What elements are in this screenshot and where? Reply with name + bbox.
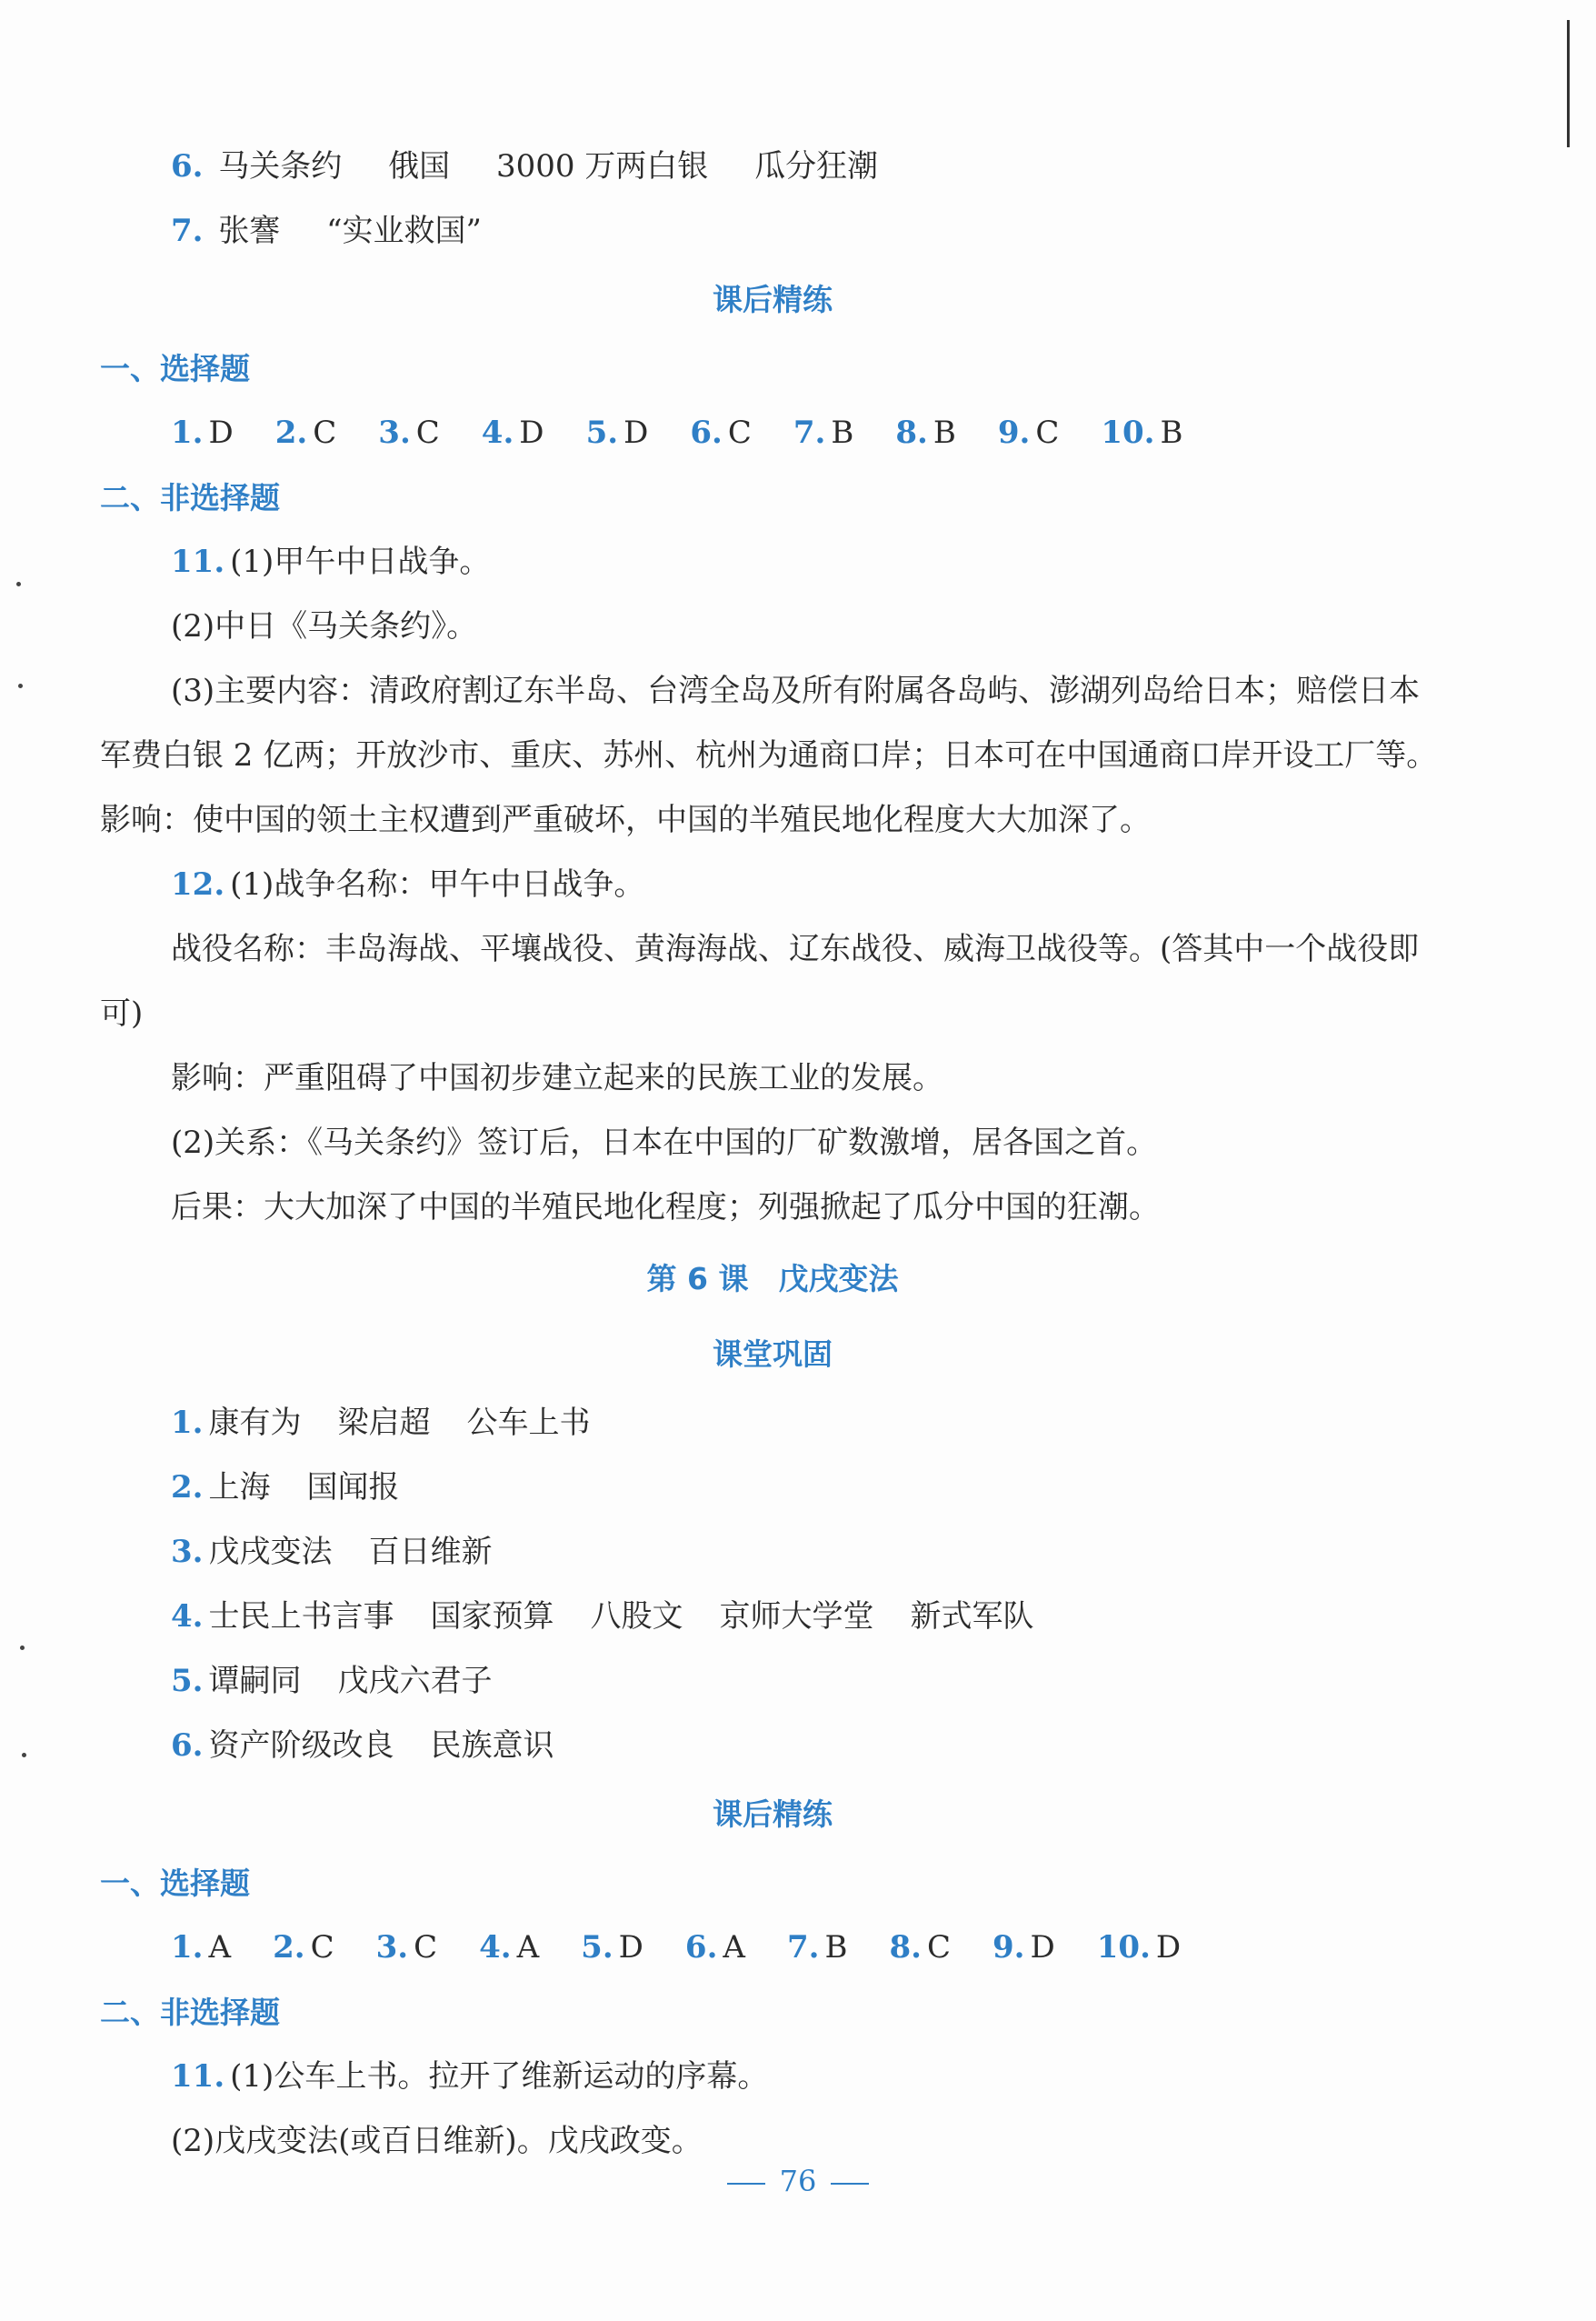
item-number: 3. — [375, 1929, 409, 1966]
section-title: 课后精练 — [713, 1796, 833, 1832]
answer-text: 戊戌变法 — [208, 1534, 333, 1570]
answer-text: 马关条约 — [218, 148, 343, 185]
item-number: 3. — [171, 1534, 204, 1570]
answer-letter: C — [926, 1929, 951, 1966]
item-number: 2. — [273, 1929, 305, 1966]
answer-text: 资产阶级改良 — [208, 1727, 394, 1764]
item-number: 7. — [171, 213, 204, 249]
answer-text: 俄国 — [388, 148, 451, 185]
list-item — [100, 135, 1445, 199]
page-number: 76 — [779, 2164, 817, 2198]
answer-text: 八股文 — [590, 1598, 683, 1635]
answer-paragraph: (3)主要内容：清政府割辽东半岛、台湾全岛及所有附属各岛屿、澎湖列岛给日本；赔偿日本军费白银 2 亿两；开放沙市、重庆、苏州、杭州为通商口岸；日本可在中国通商口岸开设工厂等。影响：使中国的领土主权遭到严重破坏，中国的半殖民地化程度大大加深了。 — [100, 673, 1438, 838]
answer-line: 后果：大大加深了中国的半殖民地化程度；列强掀起了瓜分中国的狂潮。 — [171, 1189, 1160, 1226]
item-number: 2. — [171, 1469, 204, 1506]
item-number: 10. — [1096, 1929, 1151, 1966]
answer-letter: C — [310, 1929, 334, 1966]
lesson-title: 第 6 课 戊戌变法 — [646, 1261, 899, 1296]
answer-letter: C — [727, 415, 752, 451]
item-number: 5. — [171, 1663, 204, 1699]
answer-text: 百日维新 — [368, 1534, 493, 1570]
choice-answer — [787, 1916, 848, 1980]
list-item — [100, 1391, 1445, 1456]
answer-letter: B — [831, 415, 854, 451]
answer-letter: A — [723, 1929, 745, 1966]
answer-letter: B — [824, 1929, 848, 1966]
answer-text: 国家预算 — [430, 1598, 554, 1635]
answer-text: 京师大学堂 — [719, 1598, 874, 1635]
answer-letter: D — [618, 1929, 643, 1966]
answer-line: (2)戊戌变法(或百日维新)。戊戌政变。 — [171, 2123, 703, 2159]
review-list — [100, 1391, 1445, 1778]
answer-text: 谭嗣同 — [208, 1663, 302, 1699]
item-number: 7. — [786, 1929, 820, 1966]
answer-letter: C — [414, 1929, 438, 1966]
item-number: 6. — [690, 415, 723, 451]
item-number: 5. — [581, 1929, 613, 1966]
answer-letter: C — [415, 415, 440, 451]
answer-text: 康有为 — [208, 1405, 302, 1441]
list-item — [100, 1585, 1445, 1649]
question-11 — [100, 2045, 1445, 2109]
page-footer — [0, 2164, 1596, 2198]
item-number: 11. — [171, 544, 225, 580]
choice-answer — [993, 1916, 1055, 1980]
footer-dash — [727, 2183, 765, 2185]
scan-dot — [22, 1753, 26, 1757]
answer-letter: D — [519, 415, 544, 451]
answer-text: (1)甲午中日战争。 — [230, 544, 491, 580]
answer-letter: C — [313, 415, 337, 451]
answer-text: 3000 万两白银 — [495, 148, 709, 185]
answer-text: 张謇 — [218, 213, 281, 249]
answer-line: (2)关系：《马关条约》签订后，日本在中国的厂矿数激增，居各国之首。 — [171, 1125, 1158, 1161]
list-item — [100, 1649, 1445, 1714]
answer-text: 新式军队 — [910, 1598, 1034, 1635]
answer-text: (1)公车上书。拉开了维新运动的序幕。 — [230, 2058, 769, 2095]
choice-answer — [1097, 1916, 1181, 1980]
item-number: 4. — [479, 1929, 512, 1966]
item-number: 9. — [993, 1929, 1025, 1966]
question-11 — [100, 530, 1445, 595]
choice-answer — [171, 1916, 231, 1980]
question-12 — [100, 853, 1445, 917]
item-number: 1. — [171, 1929, 204, 1966]
choice-heading: 一、选择题 — [100, 1866, 250, 1901]
item-number: 12. — [171, 866, 225, 903]
nonchoice-heading: 二、非选择题 — [100, 1995, 280, 2030]
choice-answer — [482, 401, 544, 465]
choice-answer — [581, 1916, 643, 1980]
answer-text: “实业救国” — [326, 213, 482, 249]
item-number: 1. — [171, 1405, 204, 1441]
choice-answer — [479, 1916, 539, 1980]
answer-page — [100, 135, 1445, 2174]
answer-letter: B — [933, 415, 956, 451]
answer-paragraph: 战役名称：丰岛海战、平壤战役、黄海海战、辽东战役、威海卫战役等。(答其中一个战役即可) — [100, 931, 1420, 1032]
choice-answer — [889, 1916, 951, 1980]
choice-answer — [793, 401, 854, 465]
page-edge-line — [1567, 20, 1570, 147]
answer-letter: C — [1035, 415, 1060, 451]
list-item — [100, 1520, 1445, 1585]
answer-text: 瓜分狂潮 — [754, 148, 879, 185]
choice-answer — [690, 401, 752, 465]
answer-letter: D — [1030, 1929, 1055, 1966]
answer-text: 梁启超 — [337, 1405, 431, 1441]
answer-letter: B — [1160, 415, 1183, 451]
list-item — [100, 199, 1445, 264]
choice-answer — [1101, 401, 1182, 465]
item-number: 11. — [171, 2058, 225, 2095]
choice-answers — [100, 1916, 1445, 1980]
answer-text: 国闻报 — [306, 1469, 400, 1506]
answer-text: 士民上书言事 — [208, 1598, 394, 1635]
answer-letter: A — [516, 1929, 540, 1966]
choice-answer — [586, 401, 649, 465]
item-number: 3. — [378, 415, 411, 451]
item-number: 10. — [1101, 415, 1155, 451]
item-number: 8. — [895, 415, 928, 451]
nonchoice-heading: 二、非选择题 — [100, 480, 280, 515]
choice-answers — [100, 401, 1445, 465]
choice-answer — [685, 1916, 745, 1980]
answer-letter: A — [208, 1929, 232, 1966]
answer-letter: D — [623, 415, 649, 451]
item-number: 4. — [171, 1598, 204, 1635]
item-number: 6. — [684, 1929, 718, 1966]
choice-answer — [998, 401, 1060, 465]
answer-text: 民族意识 — [430, 1727, 554, 1764]
answer-letter: D — [1155, 1929, 1182, 1966]
choice-answer — [376, 1916, 438, 1980]
answer-text: 公车上书 — [466, 1405, 591, 1441]
answer-text: 戊戌六君子 — [337, 1663, 493, 1699]
item-number: 8. — [889, 1929, 922, 1966]
item-number: 4. — [481, 415, 514, 451]
footer-dash — [831, 2183, 869, 2185]
item-number: 5. — [585, 415, 619, 451]
choice-answer — [171, 401, 234, 465]
choice-answer — [378, 401, 440, 465]
item-number: 7. — [793, 415, 826, 451]
section-title: 课堂巩固 — [713, 1336, 833, 1372]
item-number: 9. — [997, 415, 1031, 451]
choice-answer — [895, 401, 956, 465]
list-item — [100, 1714, 1445, 1778]
item-number: 2. — [274, 415, 308, 451]
item-number: 1. — [171, 415, 204, 451]
choice-answer — [273, 1916, 334, 1980]
section-title: 课后精练 — [713, 282, 833, 317]
answer-line: (2)中日《马关条约》。 — [171, 608, 478, 645]
choice-answer — [275, 401, 337, 465]
scan-dot — [18, 684, 23, 688]
answer-text: 上海 — [208, 1469, 271, 1506]
answer-text: (1)战争名称：甲午中日战争。 — [230, 866, 645, 903]
answer-letter: D — [208, 415, 234, 451]
item-number: 6. — [171, 1727, 204, 1764]
choice-heading: 一、选择题 — [100, 351, 250, 386]
item-number: 6. — [171, 148, 204, 185]
scan-dot — [20, 1646, 25, 1650]
answer-line: 影响：严重阻碍了中国初步建立起来的民族工业的发展。 — [171, 1060, 943, 1096]
list-item — [100, 1456, 1445, 1520]
scan-dot — [16, 582, 21, 586]
